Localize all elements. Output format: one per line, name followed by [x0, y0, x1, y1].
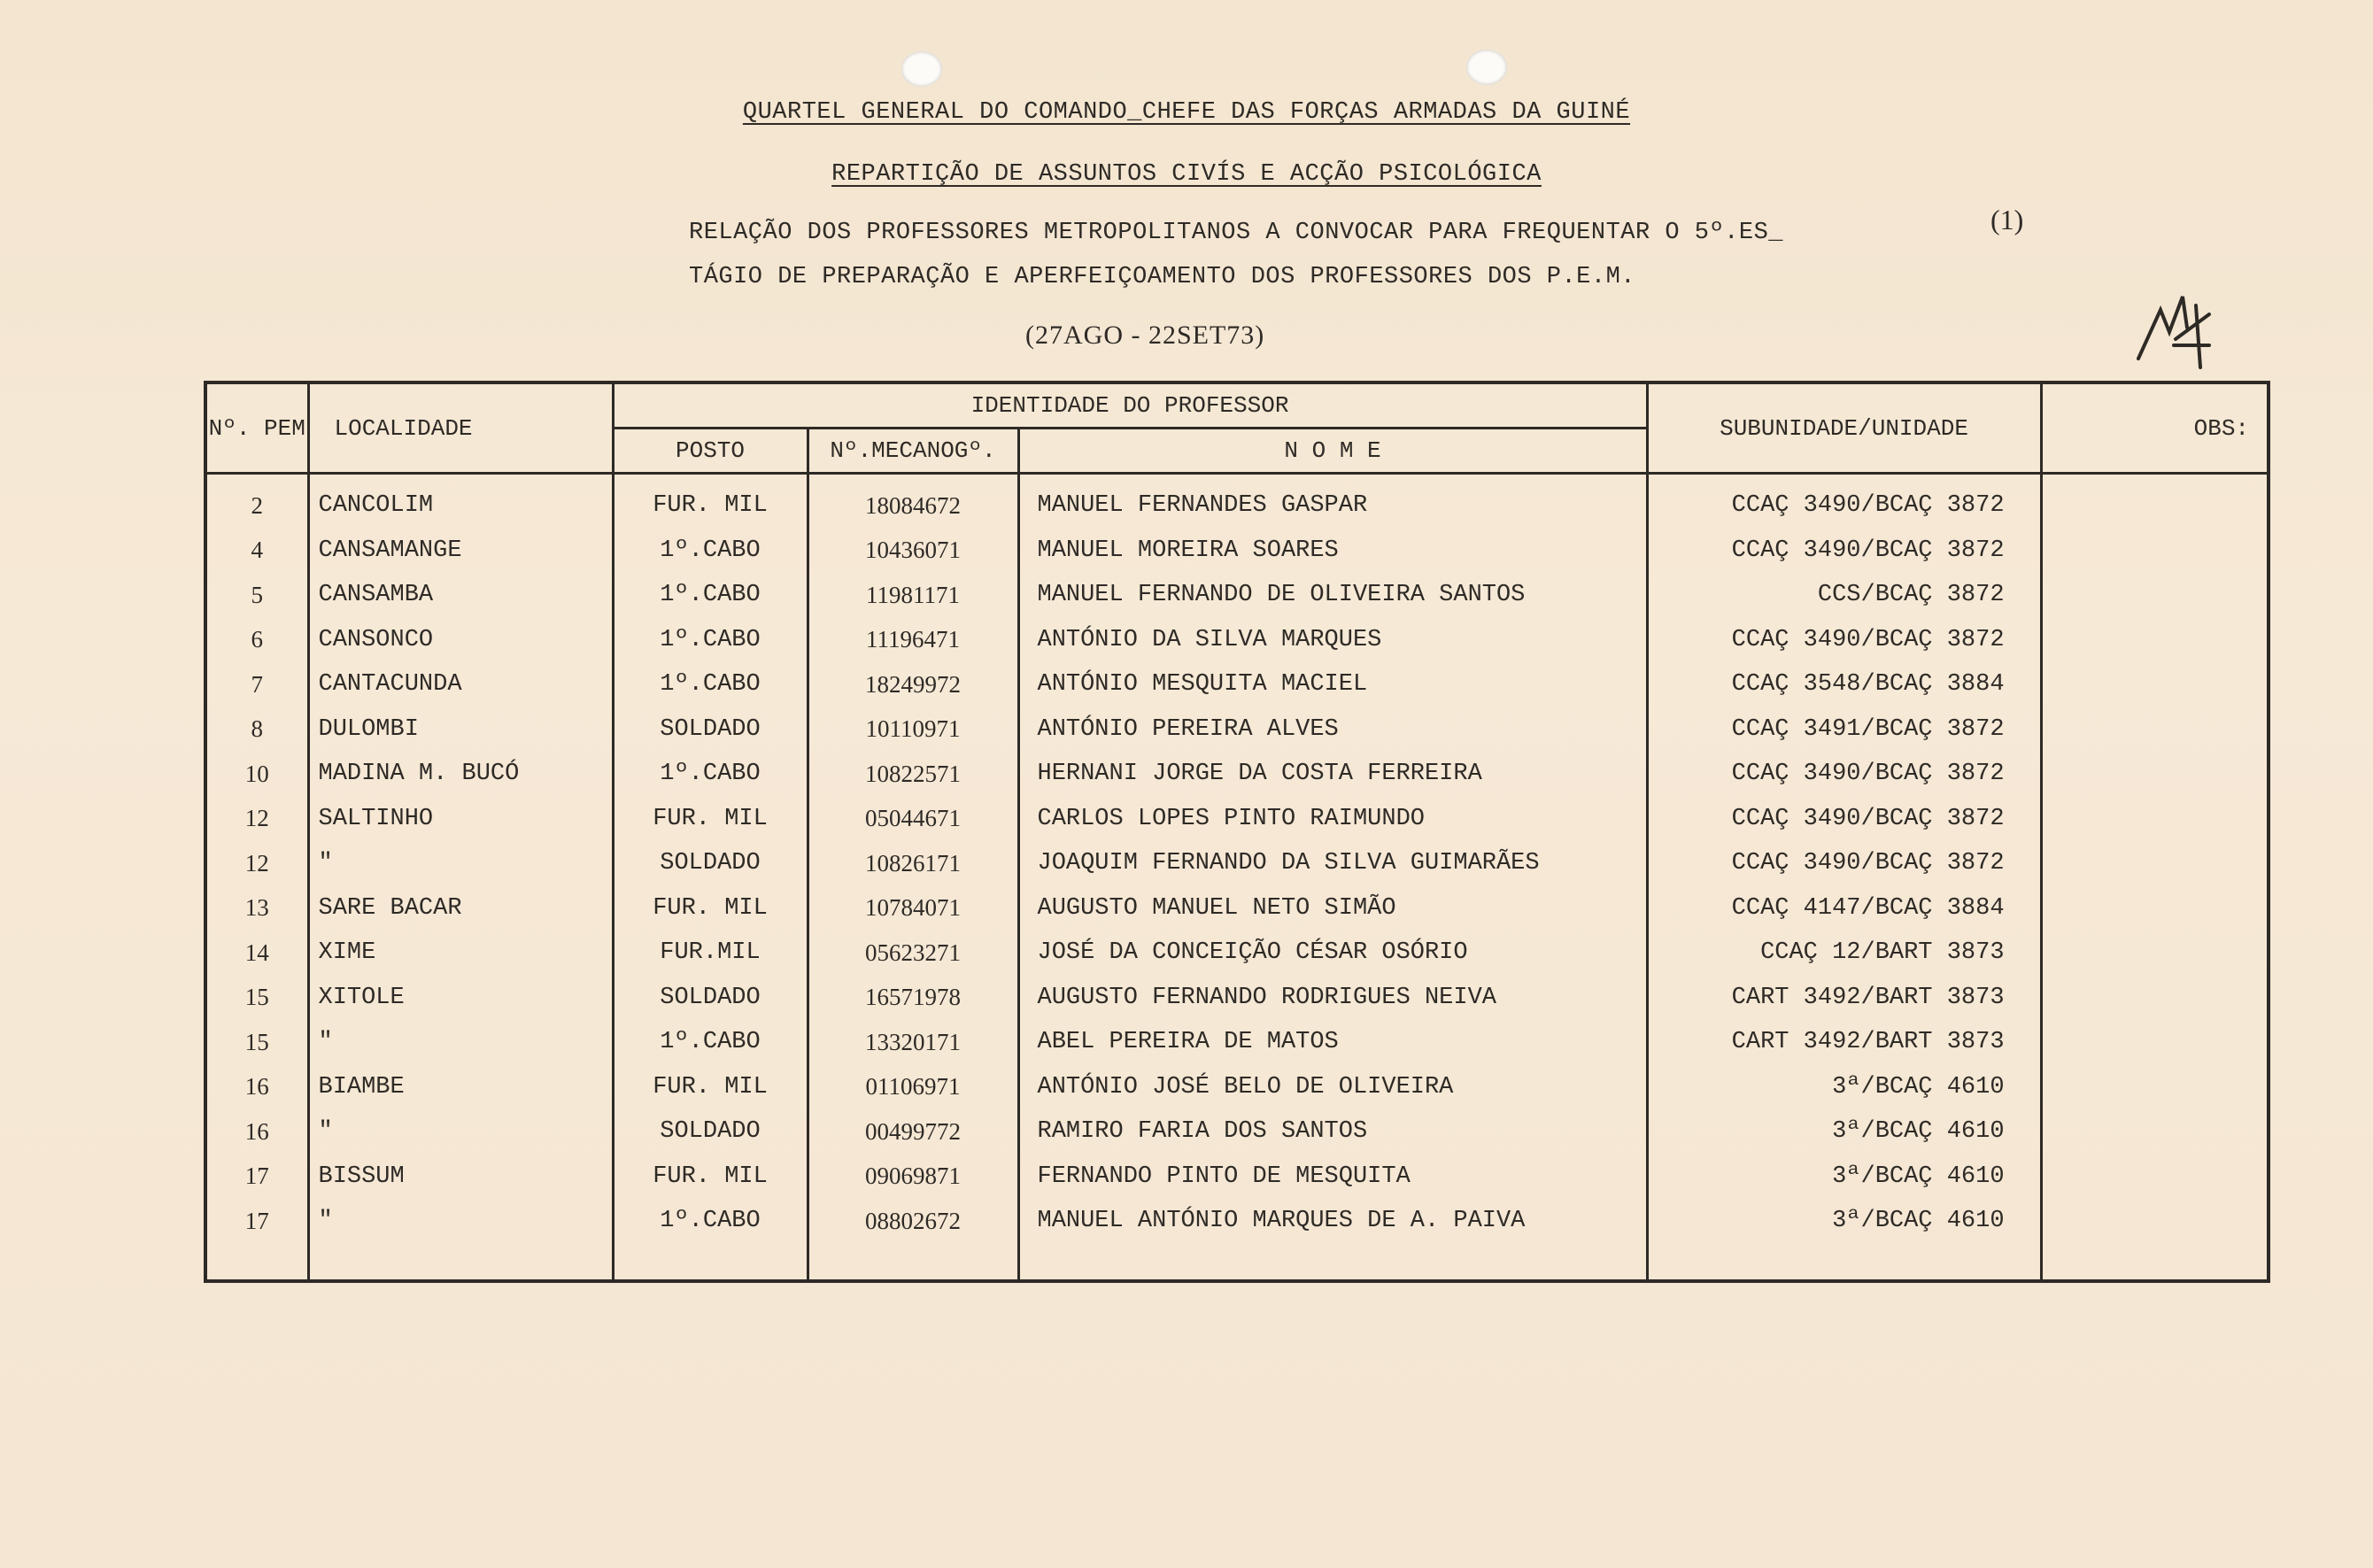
- cell-mecanografico: 10822571: [808, 752, 1018, 797]
- cell-nome: RAMIRO FARIA DOS SANTOS: [1018, 1109, 1647, 1155]
- cell-posto: 1º.CABO: [613, 662, 808, 707]
- cell-unidade: CCAÇ 3490/BCAÇ 3872: [1647, 841, 2041, 886]
- cell-nome: ANTÓNIO PEREIRA ALVES: [1018, 707, 1647, 753]
- cell-mecanografico: 13320171: [808, 1020, 1018, 1065]
- cell-posto: SOLDADO: [613, 841, 808, 886]
- teachers-table: [204, 381, 2270, 1283]
- subject-line-2: TÁGIO DE PREPARAÇÃO E APERFEIÇOAMENTO DOS PROFESSORES DOS P.E.M.: [689, 264, 1635, 290]
- cell-localidade: XITOLE: [308, 976, 613, 1021]
- cell-nome: MANUEL FERNANDO DE OLIVEIRA SANTOS: [1018, 573, 1647, 618]
- cell-obs: [2041, 1155, 2269, 1200]
- cell-unidade: CCAÇ 12/BART 3873: [1647, 931, 2041, 976]
- cell-pem: 16: [205, 1109, 308, 1155]
- table-row: [205, 886, 2269, 931]
- cell-localidade: ": [308, 1109, 613, 1155]
- cell-posto: FUR.MIL: [613, 931, 808, 976]
- cell-unidade: CCS/BCAÇ 3872: [1647, 573, 2041, 618]
- table-row: [205, 1065, 2269, 1110]
- cell-unidade: CCAÇ 3490/BCAÇ 3872: [1647, 474, 2041, 529]
- cell-nome: ANTÓNIO DA SILVA MARQUES: [1018, 618, 1647, 663]
- empty-cell: [1647, 1244, 2041, 1281]
- table-row: [205, 976, 2269, 1021]
- cell-unidade: CCAÇ 3491/BCAÇ 3872: [1647, 707, 2041, 753]
- cell-posto: 1º.CABO: [613, 752, 808, 797]
- cell-pem: 13: [205, 886, 308, 931]
- cell-unidade: CCAÇ 4147/BCAÇ 3884: [1647, 886, 2041, 931]
- table-row: [205, 529, 2269, 574]
- cell-unidade: 3ª/BCAÇ 4610: [1647, 1109, 2041, 1155]
- cell-obs: [2041, 474, 2269, 529]
- table-row: [205, 841, 2269, 886]
- cell-pem: 17: [205, 1155, 308, 1200]
- cell-pem: 10: [205, 752, 308, 797]
- header-line-2: REPARTIÇÃO DE ASSUNTOS CIVÍS E ACÇÃO PSICOLÓGICA: [831, 161, 1542, 188]
- header-unidade: SUBUNIDADE/UNIDADE: [1647, 382, 2041, 474]
- cell-localidade: CANSAMBA: [308, 573, 613, 618]
- cell-mecanografico: 18249972: [808, 662, 1018, 707]
- table-row: [205, 618, 2269, 663]
- cell-pem: 14: [205, 931, 308, 976]
- table-row: [205, 1020, 2269, 1065]
- table-bottom-spacer: [205, 1244, 2269, 1281]
- cell-posto: SOLDADO: [613, 1109, 808, 1155]
- cell-nome: MANUEL MOREIRA SOARES: [1018, 529, 1647, 574]
- cell-mecanografico: 09069871: [808, 1155, 1018, 1200]
- cell-mecanografico: 05623271: [808, 931, 1018, 976]
- cell-nome: ABEL PEREIRA DE MATOS: [1018, 1020, 1647, 1065]
- cell-unidade: CCAÇ 3490/BCAÇ 3872: [1647, 797, 2041, 842]
- cell-posto: FUR. MIL: [613, 886, 808, 931]
- period-dates: (27AGO - 22SET73): [1025, 321, 1265, 350]
- table-row: [205, 707, 2269, 753]
- cell-nome: ANTÓNIO JOSÉ BELO DE OLIVEIRA: [1018, 1065, 1647, 1110]
- cell-unidade: 3ª/BCAÇ 4610: [1647, 1199, 2041, 1244]
- cell-mecanografico: 01106971: [808, 1065, 1018, 1110]
- cell-unidade: 3ª/BCAÇ 4610: [1647, 1065, 2041, 1110]
- empty-cell: [808, 1244, 1018, 1281]
- cell-localidade: SARE BACAR: [308, 886, 613, 931]
- header-nome: N O M E: [1018, 429, 1647, 474]
- cell-pem: 6: [205, 618, 308, 663]
- header-mecanografico: Nº.MECANOGº.: [808, 429, 1018, 474]
- cell-nome: JOSÉ DA CONCEIÇÃO CÉSAR OSÓRIO: [1018, 931, 1647, 976]
- cell-obs: [2041, 1020, 2269, 1065]
- cell-pem: 16: [205, 1065, 308, 1110]
- cell-posto: 1º.CABO: [613, 1020, 808, 1065]
- cell-posto: FUR. MIL: [613, 1065, 808, 1110]
- cell-pem: 12: [205, 797, 308, 842]
- cell-pem: 4: [205, 529, 308, 574]
- table-row: [205, 1199, 2269, 1244]
- cell-unidade: CCAÇ 3490/BCAÇ 3872: [1647, 752, 2041, 797]
- cell-pem: 2: [205, 474, 308, 529]
- punch-hole-left: [901, 51, 942, 87]
- cell-mecanografico: 10784071: [808, 886, 1018, 931]
- cell-pem: 12: [205, 841, 308, 886]
- cell-unidade: 3ª/BCAÇ 4610: [1647, 1155, 2041, 1200]
- cell-obs: [2041, 886, 2269, 931]
- cell-obs: [2041, 841, 2269, 886]
- cell-localidade: DULOMBI: [308, 707, 613, 753]
- cell-localidade: CANCOLIM: [308, 474, 613, 529]
- header-obs: OBS:: [2041, 382, 2269, 474]
- cell-unidade: CCAÇ 3490/BCAÇ 3872: [1647, 529, 2041, 574]
- cell-obs: [2041, 797, 2269, 842]
- cell-localidade: MADINA M. BUCÓ: [308, 752, 613, 797]
- cell-pem: 8: [205, 707, 308, 753]
- header-line-1: QUARTEL GENERAL DO COMANDO_CHEFE DAS FORÇAS ARMADAS DA GUINÉ: [742, 99, 1631, 126]
- cell-pem: 15: [205, 1020, 308, 1065]
- cell-mecanografico: 10436071: [808, 529, 1018, 574]
- cell-localidade: ": [308, 1199, 613, 1244]
- cell-nome: FERNANDO PINTO DE MESQUITA: [1018, 1155, 1647, 1200]
- cell-posto: 1º.CABO: [613, 1199, 808, 1244]
- cell-obs: [2041, 529, 2269, 574]
- cell-mecanografico: 00499772: [808, 1109, 1018, 1155]
- cell-nome: MANUEL FERNANDES GASPAR: [1018, 474, 1647, 529]
- empty-cell: [205, 1244, 308, 1281]
- cell-mecanografico: 18084672: [808, 474, 1018, 529]
- empty-cell: [1018, 1244, 1647, 1281]
- table-body: [205, 474, 2269, 1281]
- cell-mecanografico: 11981171: [808, 573, 1018, 618]
- cell-localidade: SALTINHO: [308, 797, 613, 842]
- cell-obs: [2041, 1199, 2269, 1244]
- punch-hole-right: [1466, 50, 1507, 85]
- empty-cell: [2041, 1244, 2269, 1281]
- cell-nome: AUGUSTO MANUEL NETO SIMÃO: [1018, 886, 1647, 931]
- cell-posto: 1º.CABO: [613, 573, 808, 618]
- cell-obs: [2041, 707, 2269, 753]
- cell-localidade: CANSAMANGE: [308, 529, 613, 574]
- cell-pem: 15: [205, 976, 308, 1021]
- subject-line-1: RELAÇÃO DOS PROFESSORES METROPOLITANOS A CONVOCAR PARA FREQUENTAR O 5º.ES_: [689, 220, 1783, 246]
- cell-obs: [2041, 1109, 2269, 1155]
- cell-obs: [2041, 573, 2269, 618]
- cell-localidade: ": [308, 1020, 613, 1065]
- cell-mecanografico: 10826171: [808, 841, 1018, 886]
- signature-mark: [2121, 261, 2236, 376]
- cell-posto: SOLDADO: [613, 976, 808, 1021]
- cell-posto: 1º.CABO: [613, 618, 808, 663]
- header-localidade: LOCALIDADE: [308, 382, 613, 474]
- cell-mecanografico: 16571978: [808, 976, 1018, 1021]
- cell-obs: [2041, 752, 2269, 797]
- cell-localidade: ": [308, 841, 613, 886]
- cell-pem: 5: [205, 573, 308, 618]
- header-pem: Nº. PEM: [205, 382, 308, 474]
- cell-pem: 7: [205, 662, 308, 707]
- cell-nome: MANUEL ANTÓNIO MARQUES DE A. PAIVA: [1018, 1199, 1647, 1244]
- cell-localidade: BISSUM: [308, 1155, 613, 1200]
- cell-localidade: BIAMBE: [308, 1065, 613, 1110]
- cell-unidade: CART 3492/BART 3873: [1647, 976, 2041, 1021]
- cell-posto: FUR. MIL: [613, 1155, 808, 1200]
- cell-posto: FUR. MIL: [613, 474, 808, 529]
- cell-mecanografico: 08802672: [808, 1199, 1018, 1244]
- cell-posto: SOLDADO: [613, 707, 808, 753]
- cell-mecanografico: 11196471: [808, 618, 1018, 663]
- table-row: [205, 752, 2269, 797]
- cell-nome: JOAQUIM FERNANDO DA SILVA GUIMARÃES: [1018, 841, 1647, 886]
- cell-obs: [2041, 1065, 2269, 1110]
- cell-unidade: CCAÇ 3548/BCAÇ 3884: [1647, 662, 2041, 707]
- cell-mecanografico: 10110971: [808, 707, 1018, 753]
- cell-obs: [2041, 662, 2269, 707]
- cell-nome: CARLOS LOPES PINTO RAIMUNDO: [1018, 797, 1647, 842]
- cell-pem: 17: [205, 1199, 308, 1244]
- cell-obs: [2041, 618, 2269, 663]
- cell-nome: AUGUSTO FERNANDO RODRIGUES NEIVA: [1018, 976, 1647, 1021]
- table-row: [205, 474, 2269, 529]
- cell-mecanografico: 05044671: [808, 797, 1018, 842]
- table-row: [205, 662, 2269, 707]
- table-row: [205, 797, 2269, 842]
- cell-localidade: CANSONCO: [308, 618, 613, 663]
- table-row: [205, 931, 2269, 976]
- cell-obs: [2041, 931, 2269, 976]
- header-posto: POSTO: [613, 429, 808, 474]
- empty-cell: [308, 1244, 613, 1281]
- sheet-number: (1): [1990, 204, 2024, 236]
- header-identidade: IDENTIDADE DO PROFESSOR: [613, 382, 1647, 429]
- cell-obs: [2041, 976, 2269, 1021]
- cell-localidade: XIME: [308, 931, 613, 976]
- cell-nome: HERNANI JORGE DA COSTA FERREIRA: [1018, 752, 1647, 797]
- table-row: [205, 573, 2269, 618]
- table-row: [205, 1155, 2269, 1200]
- table-row: [205, 1109, 2269, 1155]
- empty-cell: [613, 1244, 808, 1281]
- cell-posto: FUR. MIL: [613, 797, 808, 842]
- cell-posto: 1º.CABO: [613, 529, 808, 574]
- cell-unidade: CCAÇ 3490/BCAÇ 3872: [1647, 618, 2041, 663]
- cell-unidade: CART 3492/BART 3873: [1647, 1020, 2041, 1065]
- cell-nome: ANTÓNIO MESQUITA MACIEL: [1018, 662, 1647, 707]
- cell-localidade: CANTACUNDA: [308, 662, 613, 707]
